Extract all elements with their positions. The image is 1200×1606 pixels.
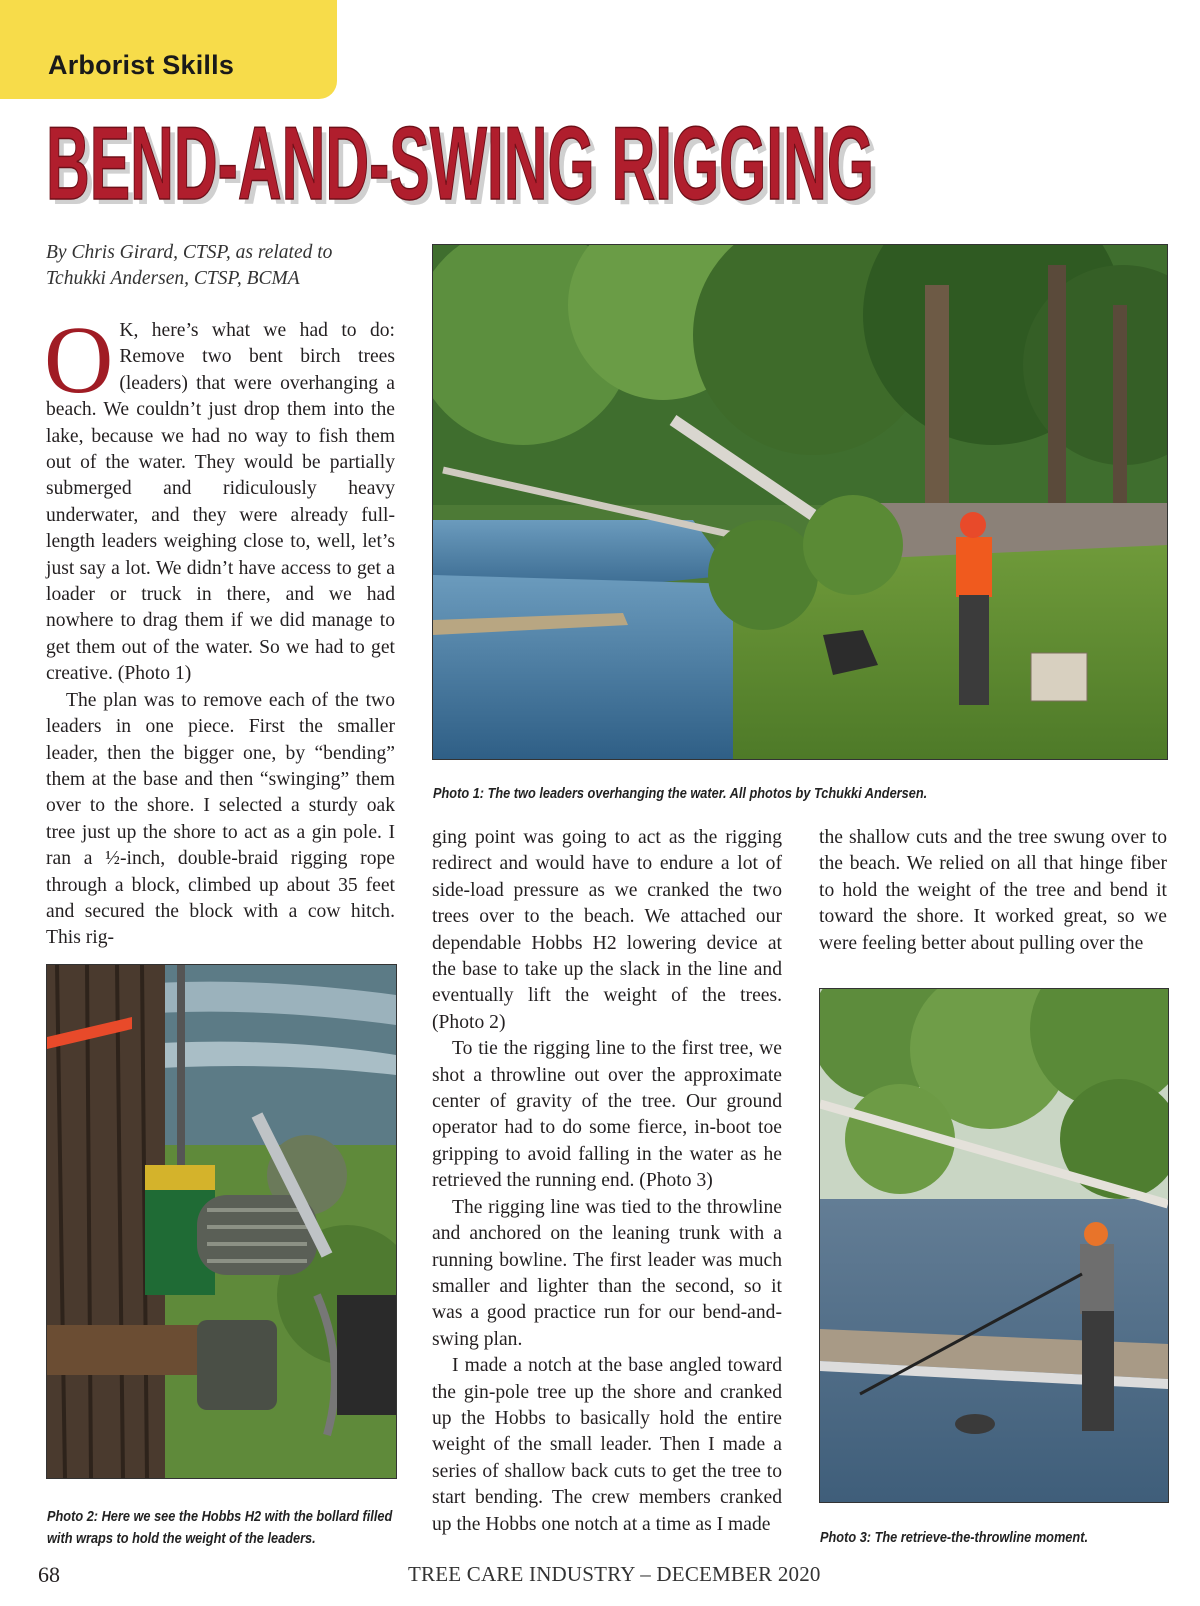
paragraph bbox=[44, 306, 395, 688]
photo-2 bbox=[46, 964, 397, 1479]
paragraph: To tie the rigging line to the first tree, we shot a throwline out over the approximate center of gravity of the tree. Our ground operator had to do some fierce, in-boot toe gripping to avoid falling in the water as he retrieved the running end. (Photo 3) bbox=[432, 1038, 782, 1192]
publication-footer: TREE CARE INDUSTRY – DECEMBER 2020 bbox=[408, 1562, 821, 1586]
headline-text: BEND-AND-SWING RIGGING bbox=[46, 108, 875, 222]
headline-art bbox=[44, 108, 924, 226]
drop-cap: O bbox=[44, 306, 114, 413]
headline-shadow: BEND-AND-SWING RIGGING bbox=[51, 111, 880, 226]
photo-1 bbox=[432, 244, 1168, 760]
photo-2-caption: Photo 2: Here we see the Hobbs H2 with the bollard filled with wraps to hold the weight of the leaders. bbox=[47, 1509, 393, 1547]
body-column-2 bbox=[432, 825, 782, 1538]
page-number: 68 bbox=[38, 1562, 60, 1587]
byline: By Chris Girard, CTSP, as related to Tchukki Andersen, CTSP, BCMA bbox=[46, 242, 333, 289]
section-tab-label: Arborist Skills bbox=[48, 50, 235, 80]
paragraph: I made a notch at the base angled toward the gin-pole tree up the shore and cranked up the Hobbs to basically hold the entire weight of the small leader. Then I made a series of shallow back cuts to get the tree to start bending. The crew members cranked up the Hobbs one notch at a time as I made bbox=[432, 1355, 782, 1535]
article-headline bbox=[44, 108, 924, 226]
paragraph: ging point was going to act as the rigging redirect and would have to endure a lot of side-load pressure as we cranked the two trees over to the beach. We attached our dependable Hobbs H2 lowering device at the base to take up the slack in the line and eventually lift the weight of the trees. (Photo 2) bbox=[432, 827, 782, 1033]
paragraph: The plan was to remove each of the two leaders in one piece. First the smaller leader, then the bigger one, by “bending” them at the base and then “swinging” them over to the shore. I selected a sturdy oak tree just up the shore to act as a gin pole. I ran a ½-inch, double-braid rigging rope through a block, climbed up about 35 feet and secured the block with a cow hitch. This rig- bbox=[46, 689, 395, 949]
photo-1-image bbox=[433, 245, 1167, 759]
photo-1-caption: Photo 1: The two leaders overhanging the water. All photos by Tchukki Andersen. bbox=[433, 786, 928, 802]
photo-3 bbox=[819, 988, 1169, 1503]
photo-3-image bbox=[820, 989, 1168, 1502]
paragraph-text: K, here’s what we had to do: Remove two bent birch trees (leaders) that were overhanging a beach. We couldn’t just drop them into the lake, because we had no way to fish them out of the water. They would be partially submerged and ridiculously heavy underwater, and they were already full-length leaders weighing close to, well, let’s just say a lot. We didn’t have access to get a loader or truck in there, and we had nowhere to drag them if we did manage to get them out of the water. So we had to get creative. (Photo 1) bbox=[46, 320, 395, 685]
photo-3-caption: Photo 3: The retrieve-the-throwline moment. bbox=[820, 1530, 1088, 1546]
paragraph: the shallow cuts and the tree swung over to the beach. We relied on all that hinge fiber to hold the weight of the tree and bend it toward the shore. It worked great, so we were feeling better about pulling over the bbox=[819, 827, 1167, 954]
photo-2-image bbox=[47, 965, 396, 1478]
body-column-1 bbox=[44, 306, 395, 952]
body-column-3 bbox=[819, 825, 1167, 957]
paragraph: The rigging line was tied to the throwline and anchored on the leaning trunk with a running bowline. The first leader was much smaller and lighter than the second, so it was a good practice run for our bend-and-swing plan. bbox=[432, 1196, 782, 1350]
